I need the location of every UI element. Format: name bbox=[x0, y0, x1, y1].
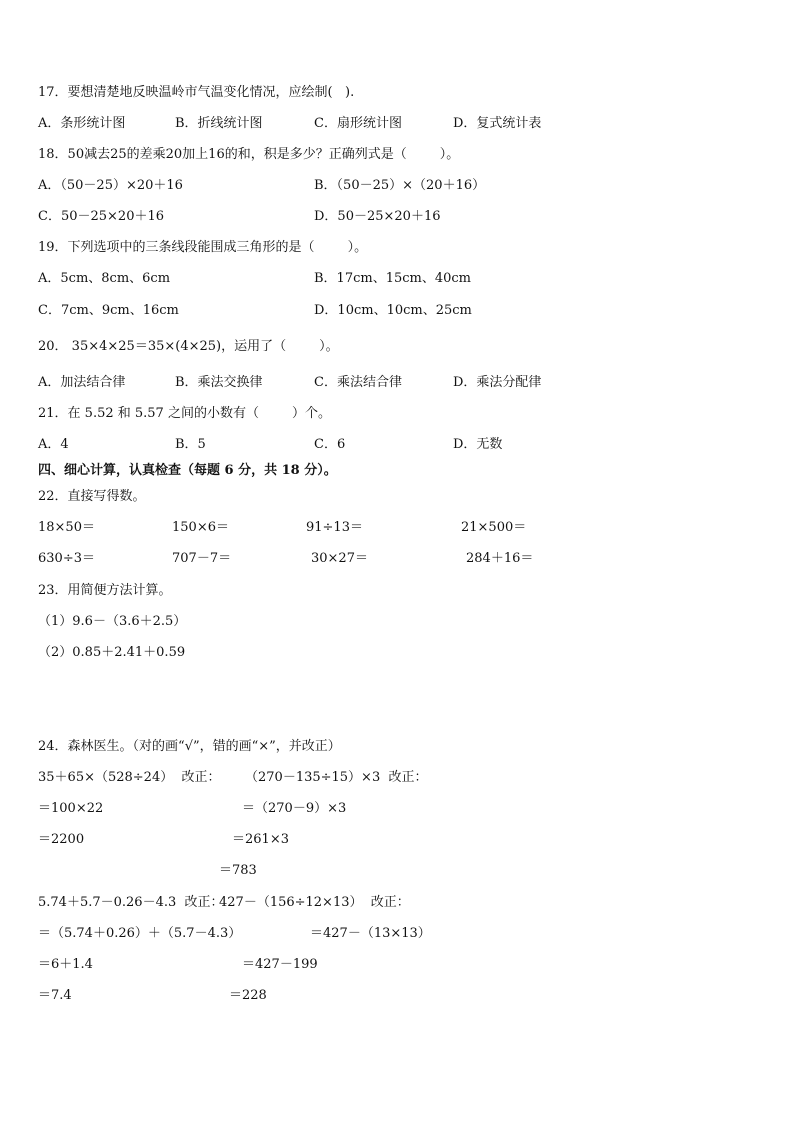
q22-item-5: 630÷3＝ bbox=[38, 551, 95, 566]
q19-stem: 19．下列选项中的三条线段能围成三角形的是（ ）。 bbox=[38, 240, 368, 255]
q22-item-3: 91÷13＝ bbox=[306, 520, 363, 535]
q22-item-7: 30×27＝ bbox=[311, 551, 368, 566]
q23-stem: 23．用简便方法计算。 bbox=[38, 583, 172, 598]
q23-item-1: （1）9.6－（3.6＋2.5） bbox=[38, 614, 187, 629]
section-4-heading: 四、细心计算，认真检查（每题 6 分，共 18 分）。 bbox=[38, 463, 337, 478]
q24-stem: 24．森林医生。（对的画“√”，错的画“×”，并改正） bbox=[38, 739, 341, 754]
q20-option-d[interactable]: D．乘法分配律 bbox=[453, 375, 542, 390]
q22-item-1: 18×50＝ bbox=[38, 520, 95, 535]
q21-option-d[interactable]: D．无数 bbox=[453, 437, 503, 452]
q24-expr-3-line-2: ＝（5.74＋0.26）＋（5.7－4.3） bbox=[38, 926, 242, 941]
q17-option-a[interactable]: A．条形统计图 bbox=[38, 116, 126, 131]
q18-option-b[interactable]: B．（50－25）×（20＋16） bbox=[314, 178, 486, 193]
q18-option-d[interactable]: D．50－25×20＋16 bbox=[314, 209, 441, 224]
q21-option-a[interactable]: A．4 bbox=[38, 437, 69, 452]
q24-expr-2-line-2: ＝（270－9）×3 bbox=[242, 801, 347, 816]
q22-item-8: 284＋16＝ bbox=[466, 551, 534, 566]
q24-expr-4-line-1: 427－（156÷12×13） 改正： bbox=[219, 895, 410, 910]
q24-expr-3-line-4: ＝7.4 bbox=[38, 988, 72, 1003]
q22-item-6: 707－7＝ bbox=[172, 551, 232, 566]
q19-option-d[interactable]: D．10cm、10cm、25cm bbox=[314, 303, 472, 318]
q19-option-b[interactable]: B．17cm、15cm、40cm bbox=[314, 271, 472, 286]
q24-expr-2-line-1: （270－135÷15）×3 改正： bbox=[245, 770, 428, 785]
q24-expr-3-line-1: 5.74＋5.7－0.26－4.3 改正： bbox=[38, 895, 224, 910]
q20-option-b[interactable]: B．乘法交换律 bbox=[175, 375, 263, 390]
q18-option-a[interactable]: A．（50－25）×20＋16 bbox=[38, 178, 183, 193]
q18-stem: 18．50减去25的差乘20加上16的和，积是多少？正确列式是（ ）。 bbox=[38, 147, 460, 162]
q24-expr-1-line-1: 35＋65×（528÷24） 改正： bbox=[38, 770, 221, 785]
q24-expr-3-line-3: ＝6＋1.4 bbox=[38, 957, 93, 972]
q24-expr-2-line-3: ＝261×3 bbox=[232, 832, 289, 847]
q18-option-c[interactable]: C．50－25×20＋16 bbox=[38, 209, 165, 224]
q24-expr-4-line-2: ＝427－（13×13） bbox=[310, 926, 431, 941]
q21-option-b[interactable]: B．5 bbox=[175, 437, 206, 452]
q24-expr-1-line-2: ＝100×22 bbox=[38, 801, 104, 816]
q19-option-c[interactable]: C．7cm、9cm、16cm bbox=[38, 303, 179, 318]
q20-option-a[interactable]: A．加法结合律 bbox=[38, 375, 126, 390]
q17-option-c[interactable]: C．扇形统计图 bbox=[314, 116, 402, 131]
q24-expr-1-line-3: ＝2200 bbox=[38, 832, 85, 847]
q22-item-2: 150×6＝ bbox=[172, 520, 229, 535]
q20-stem: 20． 35×4×25＝35×(4×25)，运用了（ ）。 bbox=[38, 339, 339, 354]
q21-stem: 21．在 5.52 和 5.57 之间的小数有（ ）个。 bbox=[38, 406, 332, 421]
q21-option-c[interactable]: C．6 bbox=[314, 437, 346, 452]
q17-option-b[interactable]: B．折线统计图 bbox=[175, 116, 263, 131]
q22-item-4: 21×500＝ bbox=[461, 520, 527, 535]
q24-expr-4-line-4: ＝228 bbox=[229, 988, 267, 1003]
q19-option-a[interactable]: A．5cm、8cm、6cm bbox=[38, 271, 171, 286]
q20-option-c[interactable]: C．乘法结合律 bbox=[314, 375, 402, 390]
q22-stem: 22．直接写得数。 bbox=[38, 489, 146, 504]
q24-expr-2-line-4: ＝783 bbox=[219, 863, 257, 878]
q24-expr-4-line-3: ＝427－199 bbox=[242, 957, 318, 972]
q17-stem: 17．要想清楚地反映温岭市气温变化情况，应绘制( ). bbox=[38, 85, 355, 100]
q23-item-2: （2）0.85＋2.41＋0.59 bbox=[38, 645, 186, 660]
q17-option-d[interactable]: D．复式统计表 bbox=[453, 116, 542, 131]
